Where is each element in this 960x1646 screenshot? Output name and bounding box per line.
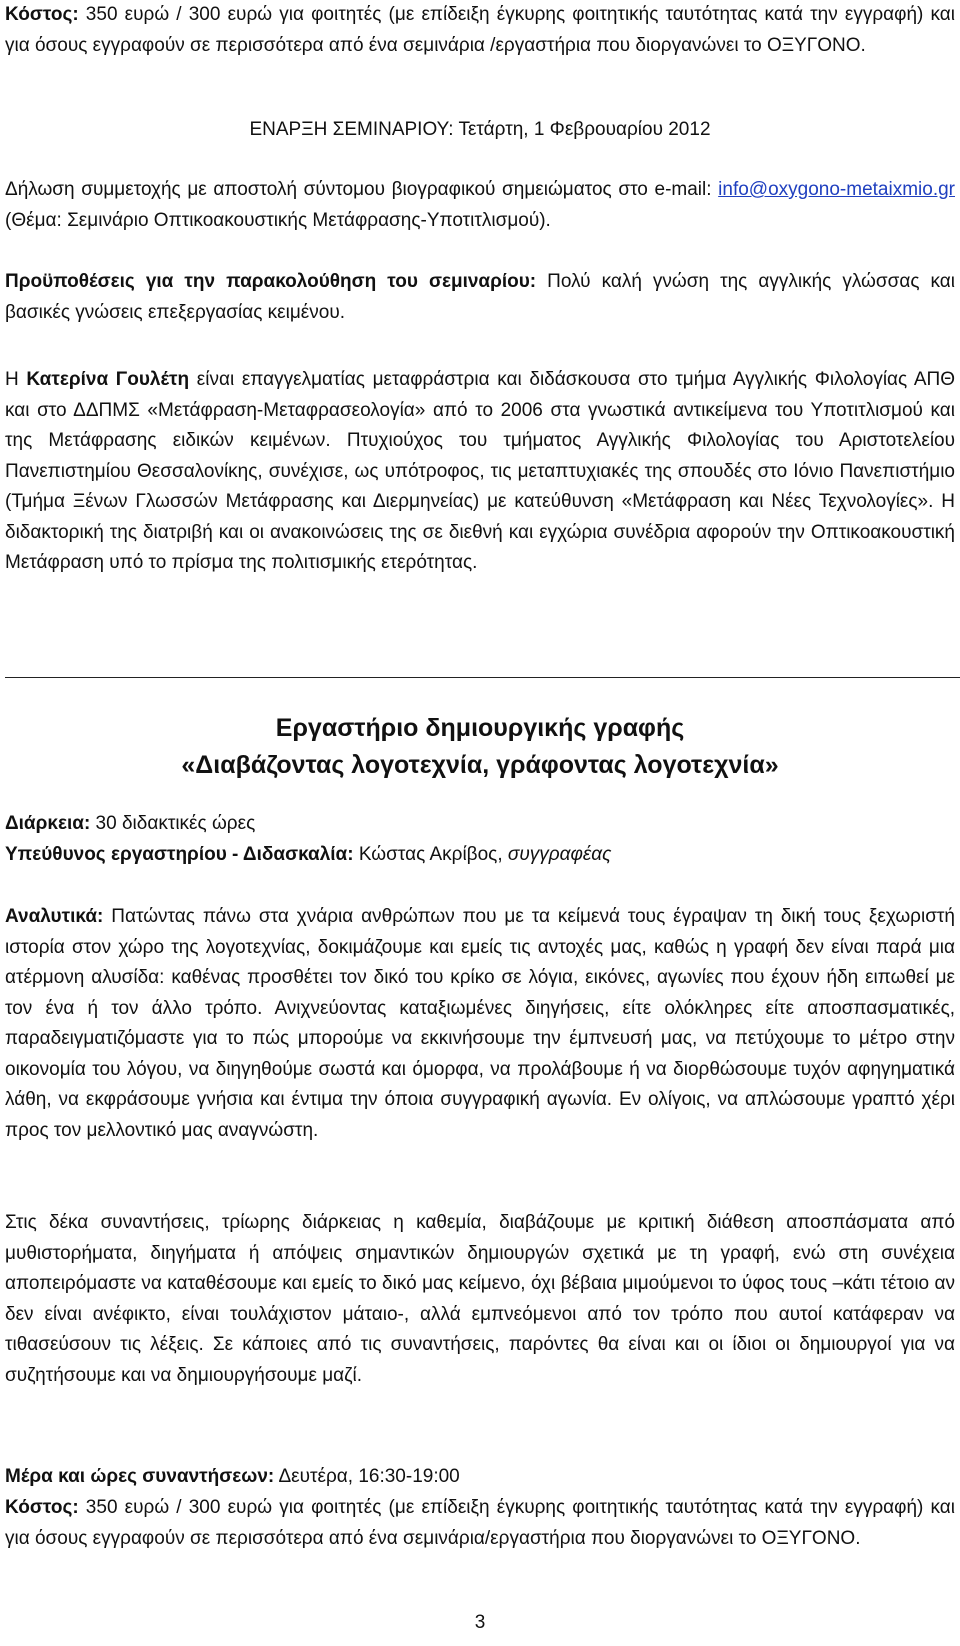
schedule-label: Μέρα και ώρες συναντήσεων:: [5, 1466, 275, 1487]
responsible-label: Υπεύθυνος εργαστηρίου - Διδασκαλία:: [5, 844, 354, 865]
bio-name: Κατερίνα Γουλέτη: [26, 369, 190, 390]
duration-line: [5, 809, 955, 840]
workshop-cost-text: 350 ευρώ / 300 ευρώ για φοιτητές (με επίδειξη έγκυρης φοιτητικής ταυτότητας κατά την εγγραφή) και για όσους εγγραφούν σε περισσότερα από ένα σεμινάρια/εργαστήρια που διοργανώνει το ΟΞΥΓΟΝΟ.: [5, 1497, 955, 1549]
workshop-cost-paragraph: [5, 1493, 955, 1554]
duration-label: Διάρκεια:: [5, 813, 91, 834]
schedule-line: [5, 1462, 955, 1493]
start-line: [5, 115, 955, 146]
declaration-post: (Θέμα: Σεμινάριο Οπτικοακουστικής Μετάφρασης-Υποτιτλισμού).: [5, 209, 551, 231]
email-link[interactable]: info@oxygono-metaixmio.gr: [718, 179, 955, 200]
prereq-text: Πολύ καλή γνώση της αγγλικής γλώσσας και βασικές γνώσεις επεξεργασίας κειμένου.: [5, 271, 955, 323]
workshop-title-line1: Εργαστήριο δημιουργικής γραφής: [275, 714, 685, 742]
prereq-label: Προϋποθέσεις για την παρακολούθηση του σεμιναρίου:: [5, 271, 537, 292]
bio-pre: Η: [5, 369, 27, 390]
bio-text: είναι επαγγελματίας μεταφράστρια και διδάσκουσα στο τμήμα Αγγλικής Φιλολογίας ΑΠΘ και στο ΔΔΠΜΣ «Μετάφραση-Μεταφρασεολογία» από το 2006 στα γνωστικά αντικείμενα του Υποτιτλισμού και της Μετάφρασης ειδικών κειμένων. Πτυχιούχος του τμήματος Αγγλικής Φιλολογίας του Αριστοτελείου Πανεπιστημίου Θεσσαλονίκης, συνέχισε, ως υπότροφος, τις μεταπτυχιακές της σπουδές στο Ιόνιο Πανεπιστήμιο (Τμήμα Ξένων Γλωσσών Μετάφρασης και Διερμηνείας) με κατεύθυνση «Μετάφραση και Νέες Τεχνολογίες». Η διδακτορική της διατριβή και οι ανακοινώσεις της σε διεθνή και εγχώρια συνέδρια αφορούν την Οπτικοακουστική Μετάφραση υπό το πρίσμα της πολιτισμικής ετερότητας.: [5, 369, 955, 573]
declaration-pre: Δήλωση συμμετοχής με αποστολή σύντομου βιογραφικού σημειώματος στο e-mail:: [5, 179, 719, 200]
section-divider: [5, 677, 960, 678]
details-text: Πατώντας πάνω στα χνάρια ανθρώπων που με τα κείμενά τους έγραψαν τη δική τους ξεχωριστή ιστορία στον χώρο της λογοτεχνίας, δοκιμάζουμε και εμείς τις αντοχές μας, καθώς η γραφή δεν είναι παρά μια ατέρμονη αλυσίδα: καθένας προσθέτει τον δικό του κρίκο σε λόγια, εικόνες, αγωνίες που έχουν ήδη ειπωθεί με τον ένα ή τον άλλο τρόπο. Ανιχνεύοντας καταξιωμένες διηγήσεις, είτε ολόκληρες είτε αποσπασματικές, παραδειγματιζόμαστε για το πώς μπορούμε να εκκινήσουμε την έμπνευσή μας, να πετύχουμε το μέτρο στην οικονομία του λόγου, να διηγηθούμε σωστά και όμορφα, να προλάβουμε ή να διορθώσουμε τυχόν αφηγηματικά λάθη, να εκφράσουμε γνήσια και έντιμα την όποια συγγραφική αγωνία. Εν ολίγοις, να απλώσουμε γραπτό χέρι προς τον μελλοντικό μας αναγνώστη.: [5, 906, 955, 1141]
duration-value: 30 διδακτικές ώρες: [90, 813, 256, 834]
meetings-text: Στις δέκα συναντήσεις, τρίωρης διάρκειας η καθεμία, διαβάζουμε με κριτική διάθεση αποσπάσματα από μυθιστορήματα, διηγήματα ή απόψεις σημαντικών δημιουργών σχετικά με τη γραφή, ενώ στη συνέχεια αποπειρόμαστε να καταθέσουμε και εμείς το δικό μας κείμενο, όχι βέβαια μιμούμενοι το ύφος τους –κάτι τέτοιο αν δεν είναι ανέφικτο, είναι τουλάχιστον μάταιο-, αλλά εμπνεόμενοι από τον τρόπο που αυτοί κατάφεραν να τιθασεύσουν τις λέξεις. Σε κάποιες από τις συναντήσεις, παρόντες θα είναι και οι ίδιοι οι δημιουργοί για να συζητήσουμε και να δημιουργήσουμε μαζί.: [5, 1212, 955, 1386]
page-number: 3: [474, 1612, 486, 1633]
bio-paragraph: [5, 365, 955, 579]
workshop-title-line2: «Διαβάζοντας λογοτεχνία, γράφοντας λογοτεχνία»: [181, 751, 779, 779]
start-text: ΕΝΑΡΞΗ ΣΕΜΙΝΑΡΙΟΥ: Τετάρτη, 1 Φεβρουαρίου 2012: [249, 119, 711, 140]
cost-text: 350 ευρώ / 300 ευρώ για φοιτητές (με επίδειξη έγκυρης φοιτητικής ταυτότητας κατά την εγγραφή) και για όσους εγγραφούν σε περισσότερα από ένα σεμινάρια /εργαστήρια που διοργανώνει το ΟΞΥΓΟΝΟ.: [5, 4, 955, 56]
cost-label: Κόστος:: [5, 4, 79, 25]
details-paragraph: [5, 902, 955, 1146]
details-label: Αναλυτικά:: [5, 906, 104, 927]
responsible-name: Κώστας Ακρίβος,: [353, 844, 508, 865]
schedule-value: Δευτέρα, 16:30-19:00: [274, 1466, 460, 1487]
meetings-paragraph: [5, 1208, 955, 1391]
responsible-line: [5, 840, 955, 871]
declaration-paragraph: [5, 175, 955, 236]
responsible-role: συγγραφέας: [507, 844, 612, 865]
cost-paragraph: [5, 0, 955, 61]
workshop-cost-label: Κόστος:: [5, 1497, 79, 1518]
prerequisites-paragraph: [5, 267, 955, 328]
